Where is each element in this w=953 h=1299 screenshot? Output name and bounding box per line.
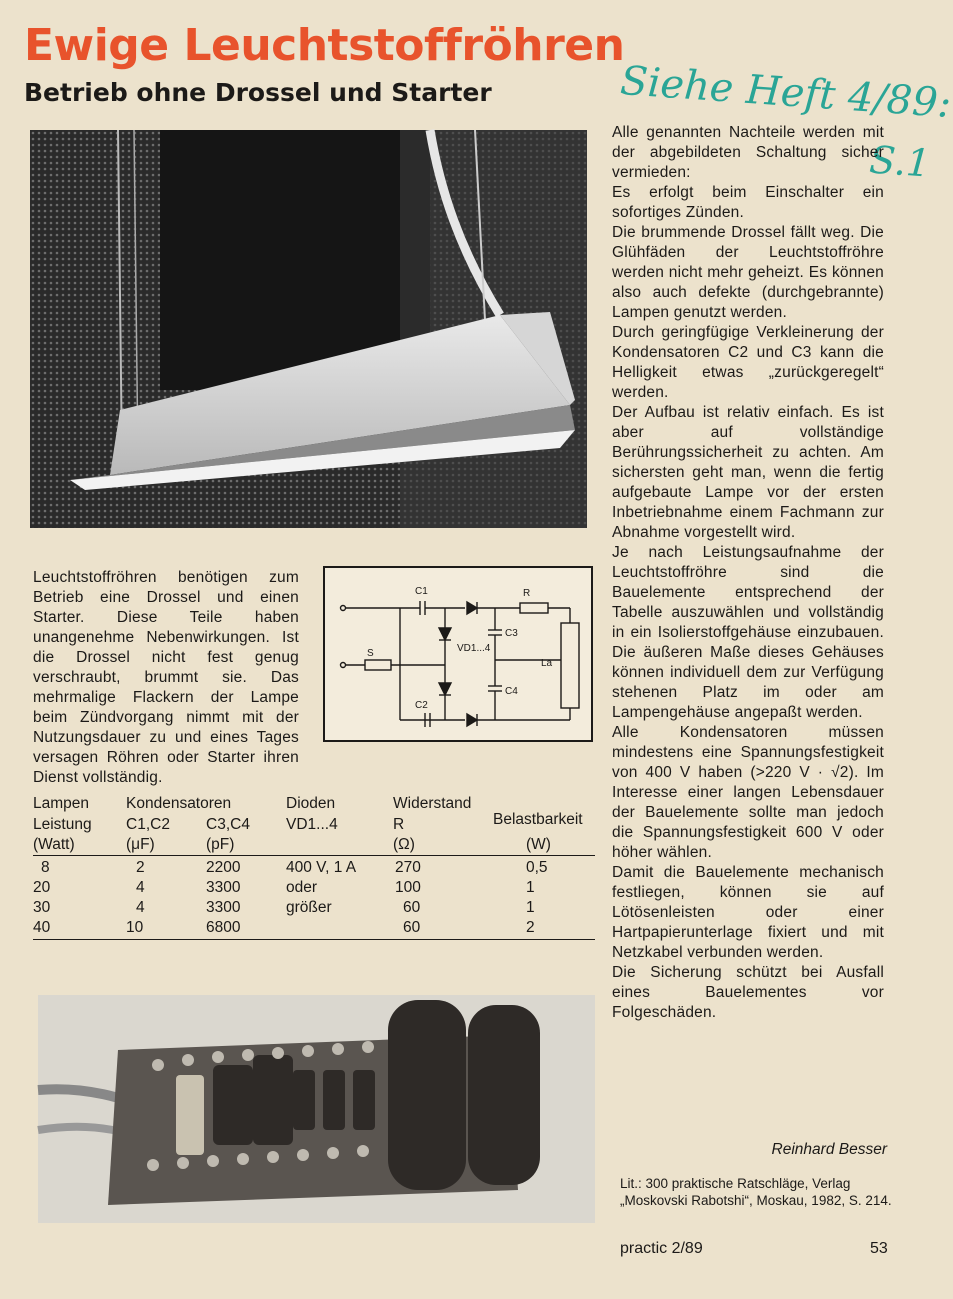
body-paragraph: Die brummende Drossel fällt weg. Die Glühfäden der Leuchtstoffröhre werden nicht mehr geheizt. Es können also auch defekte (durchgebrannte) Lampen genutzt werden.: [612, 224, 884, 321]
th-kondensatoren: Kondensatoren: [126, 795, 232, 812]
body-text: [612, 123, 884, 1023]
td-c1c2: 10: [126, 919, 144, 936]
body-paragraph: Durch geringfügige Verkleinerung der Kondensatoren C2 und C3 kann die Helligkeit etwas „zurückgeregelt“ werden.: [612, 324, 884, 401]
article-title: Ewige Leuchtstoffröhren: [24, 20, 625, 71]
page-number: 53: [870, 1240, 888, 1257]
td-watt: 40: [33, 919, 51, 936]
td-watt: 30: [33, 899, 51, 916]
circuit-board-photo: [38, 995, 595, 1223]
lamp-photo: [30, 130, 587, 528]
th-r-unit: (Ω): [393, 836, 415, 853]
label-c2: C2: [415, 700, 428, 711]
td-c3c4: 2200: [206, 859, 241, 876]
intro-text: Leuchtstoffröhren benötigen zum Betrieb eine Drossel und einen Starter. Diese Teile haben unangenehme Nebenwirkungen. Ist die Drossel nicht fest genug verschraubt, brummt sie. Das mehrmalige Flackern der Lampe beim Zündvorgang nimmt mit der Nutzungsdauer zu und eines Tages versagen Röhren oder Starter ihren Dienst vollständig.: [33, 569, 299, 786]
td-r: 60: [403, 899, 421, 916]
label-s: S: [367, 648, 374, 659]
th-belast: Belastbarkeit: [493, 811, 583, 828]
td-c1c2: 2: [136, 859, 145, 876]
td-watt: 8: [41, 859, 50, 876]
th-dioden: Dioden: [286, 795, 336, 812]
th-widerstand: Widerstand: [393, 795, 472, 812]
th-c3c4-unit: (pF): [206, 836, 235, 853]
handwritten-note-line2: S.1: [867, 137, 932, 186]
th-c1c2: C1,C2: [126, 816, 170, 833]
td-watt: 20: [33, 879, 51, 896]
label-c4: C4: [505, 686, 518, 697]
th-r: R: [393, 816, 405, 833]
literature-reference: Lit.: 300 praktische Ratschläge, Verlag „Moskovski Rabotshi“, Moskau, 1982, S. 214.: [620, 1176, 892, 1208]
label-vd: VD1...4: [457, 643, 491, 654]
article-subtitle: Betrieb ohne Drossel und Starter: [24, 78, 492, 107]
td-diode: 400 V, 1 A: [286, 859, 357, 876]
label-r: R: [523, 588, 531, 599]
body-paragraph: Der Aufbau ist relativ einfach. Es ist aber auf vollständige Berührungssicherheit zu achten. Am sichersten geht man, wenn die fertig aufgebaute Lampe vor der ersten Inbetriebnahme einem Fachmann zur Abnahme vorgestellt wird.: [612, 404, 884, 541]
th-c3c4: C3,C4: [206, 816, 250, 833]
td-r: 60: [403, 919, 421, 936]
body-paragraph: Alle genannten Nachteile werden mit der abgebildeten Schaltung sicher vermieden:: [612, 124, 884, 181]
body-paragraph: Je nach Leistungsaufnahme der Leuchtstoffröhre sind die Bauelemente entsprechend der Tabelle auszuwählen und vollständig in ein Isolierstoffgehäuse einzubauen. Die äußeren Maße dieses Gehäuses können individuell dem zur Verfügung stehenen Platz im oder am Lampengehäuse angepaßt werden.: [612, 544, 884, 721]
td-c3c4: 6800: [206, 919, 241, 936]
td-w: 1: [526, 899, 535, 916]
th-c1c2-unit: (μF): [126, 836, 155, 853]
th-lampen: Lampen: [33, 795, 90, 812]
td-r: 270: [395, 859, 421, 876]
label-c1: C1: [415, 586, 428, 597]
td-c3c4: 3300: [206, 879, 241, 896]
td-diode: größer: [286, 899, 332, 916]
circuit-schematic: [323, 566, 593, 742]
handwritten-note-line1: Siehe Heft 4/89:: [618, 58, 953, 128]
body-paragraph: Die Sicherung schützt bei Ausfall eines Bauelementes vor Folgeschäden.: [612, 964, 884, 1021]
body-paragraph: Alle Kondensatoren müssen mindestens eine Spannungsfestigkeit von 400 V haben (>220 V · √2). Im Interesse einer langen Lebensdauer der Bauelemente sollte man jedoch die Spannungsfestigkeit 600 V oder höher wählen.: [612, 724, 884, 861]
label-c3: C3: [505, 628, 518, 639]
body-paragraph: Es erfolgt beim Einschalter ein sofortiges Zünden.: [612, 184, 884, 221]
td-w: 1: [526, 879, 535, 896]
td-diode: oder: [286, 879, 318, 896]
author-signature: Reinhard Besser: [771, 1141, 887, 1158]
th-leistung: Leistung: [33, 816, 92, 833]
td-r: 100: [395, 879, 421, 896]
th-watt: (Watt): [33, 836, 75, 853]
th-belast-unit: (W): [526, 836, 551, 853]
td-w: 0,5: [526, 859, 548, 876]
td-c1c2: 4: [136, 899, 145, 916]
intro-paragraph: [33, 568, 299, 786]
td-c3c4: 3300: [206, 899, 241, 916]
td-c1c2: 4: [136, 879, 145, 896]
label-la: La: [541, 658, 553, 669]
body-paragraph: Damit die Bauelemente mechanisch festliegen, können sie auf Lötösenleisten oder einer Hartpapierunterlage fixiert und mit Netzkabel verbunden werden.: [612, 864, 884, 961]
magazine-issue: practic 2/89: [620, 1240, 703, 1257]
td-w: 2: [526, 919, 535, 936]
th-vd: VD1...4: [286, 816, 338, 833]
